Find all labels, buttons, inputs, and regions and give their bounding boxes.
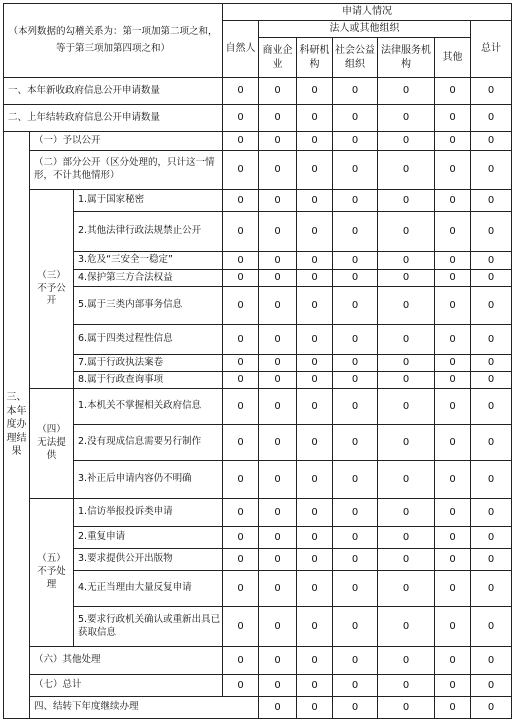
value-cell: 0 bbox=[471, 190, 512, 212]
value-cell: 0 bbox=[435, 527, 471, 549]
value-cell: 0 bbox=[333, 270, 378, 287]
value-cell: 0 bbox=[223, 325, 259, 355]
value-cell: 0 bbox=[435, 607, 471, 647]
group-label: （四）无法提供 bbox=[30, 389, 74, 499]
value-cell: 0 bbox=[223, 105, 259, 132]
header-commercial: 商业企业 bbox=[259, 38, 297, 78]
header-total: 总计 bbox=[471, 21, 512, 78]
value-cell: 0 bbox=[333, 105, 378, 132]
value-cell: 0 bbox=[471, 549, 512, 571]
value-cell: 0 bbox=[333, 607, 378, 647]
value-cell: 0 bbox=[259, 499, 297, 527]
value-cell: 0 bbox=[297, 461, 333, 499]
value-cell: 0 bbox=[259, 270, 297, 287]
table-row bbox=[4, 132, 512, 151]
table-row bbox=[4, 549, 512, 571]
row-label: 1.信访举报投诉类申请 bbox=[74, 499, 223, 527]
row-label: 二、上年结转政府信息公开申请数量 bbox=[4, 105, 223, 132]
value-cell: 0 bbox=[297, 607, 333, 647]
value-cell: 0 bbox=[378, 287, 435, 325]
value-cell: 0 bbox=[333, 355, 378, 372]
value-cell: 0 bbox=[378, 461, 435, 499]
group-label: （三）不予公开 bbox=[30, 190, 74, 389]
header-social: 社会公益组织 bbox=[333, 38, 378, 78]
value-cell: 0 bbox=[435, 461, 471, 499]
value-cell: 0 bbox=[223, 527, 259, 549]
value-cell: 0 bbox=[259, 372, 297, 389]
row-label: （一）予以公开 bbox=[30, 132, 223, 151]
header-natural-person: 自然人 bbox=[223, 21, 259, 78]
value-cell: 0 bbox=[297, 190, 333, 212]
value-cell: 0 bbox=[259, 607, 297, 647]
value-cell: 0 bbox=[223, 190, 259, 212]
table-row bbox=[4, 151, 512, 190]
table-row bbox=[4, 212, 512, 252]
value-cell: 0 bbox=[435, 212, 471, 252]
value-cell: 0 bbox=[435, 499, 471, 527]
value-cell: 0 bbox=[435, 252, 471, 270]
value-cell: 0 bbox=[297, 270, 333, 287]
row-label: 4.保护第三方合法权益 bbox=[74, 270, 223, 287]
value-cell: 0 bbox=[435, 151, 471, 190]
value-cell: 0 bbox=[223, 372, 259, 389]
value-cell: 0 bbox=[259, 425, 297, 461]
table-row bbox=[4, 461, 512, 499]
value-cell: 0 bbox=[378, 527, 435, 549]
table-row bbox=[4, 607, 512, 647]
value-cell: 0 bbox=[333, 549, 378, 571]
value-cell: 0 bbox=[435, 647, 471, 675]
value-cell: 0 bbox=[223, 151, 259, 190]
value-cell: 0 bbox=[333, 499, 378, 527]
value-cell: 0 bbox=[333, 372, 378, 389]
value-cell: 0 bbox=[333, 78, 378, 105]
value-cell: 0 bbox=[333, 675, 378, 697]
value-cell: 0 bbox=[259, 252, 297, 270]
value-cell: 0 bbox=[259, 287, 297, 325]
value-cell: 0 bbox=[259, 697, 297, 719]
value-cell: 0 bbox=[333, 461, 378, 499]
row-label: 1.本机关不掌握相关政府信息 bbox=[74, 389, 223, 425]
value-cell: 0 bbox=[333, 425, 378, 461]
value-cell: 0 bbox=[223, 607, 259, 647]
row-label: 2.其他法律行政法规禁止公开 bbox=[74, 212, 223, 252]
table-row bbox=[4, 372, 512, 389]
row-label: 8.属于行政查询事项 bbox=[74, 372, 223, 389]
value-cell: 0 bbox=[378, 372, 435, 389]
value-cell: 0 bbox=[435, 325, 471, 355]
value-cell: 0 bbox=[259, 571, 297, 607]
value-cell: 0 bbox=[333, 647, 378, 675]
application-statistics-table bbox=[3, 3, 512, 719]
value-cell: 0 bbox=[223, 355, 259, 372]
value-cell: 0 bbox=[297, 675, 333, 697]
value-cell: 0 bbox=[297, 647, 333, 675]
value-cell: 0 bbox=[333, 252, 378, 270]
row-label: 6.属于四类过程性信息 bbox=[74, 325, 223, 355]
value-cell: 0 bbox=[333, 287, 378, 325]
value-cell: 0 bbox=[223, 389, 259, 425]
value-cell: 0 bbox=[471, 389, 512, 425]
value-cell: 0 bbox=[378, 212, 435, 252]
value-cell: 0 bbox=[297, 355, 333, 372]
value-cell: 0 bbox=[297, 425, 333, 461]
header-research: 科研机构 bbox=[297, 38, 333, 78]
value-cell: 0 bbox=[297, 252, 333, 270]
value-cell: 0 bbox=[471, 212, 512, 252]
value-cell: 0 bbox=[297, 132, 333, 151]
value-cell: 0 bbox=[435, 132, 471, 151]
value-cell: 0 bbox=[297, 527, 333, 549]
section-three-label: 三、本年度办理结果 bbox=[4, 132, 30, 719]
value-cell: 0 bbox=[223, 499, 259, 527]
value-cell: 0 bbox=[259, 78, 297, 105]
value-cell: 0 bbox=[378, 190, 435, 212]
value-cell: 0 bbox=[435, 287, 471, 325]
row-label: 5.要求行政机关确认或重新出具已获取信息 bbox=[74, 607, 223, 647]
row-label: 4.无正当理由大量反复申请 bbox=[74, 571, 223, 607]
table-row bbox=[4, 389, 512, 425]
table-row bbox=[4, 105, 512, 132]
value-cell: 0 bbox=[259, 151, 297, 190]
value-cell: 0 bbox=[259, 132, 297, 151]
row-label: （七）总计 bbox=[30, 675, 223, 697]
value-cell: 0 bbox=[435, 425, 471, 461]
table-row bbox=[4, 697, 512, 719]
row-label: 2.没有现成信息需要另行制作 bbox=[74, 425, 223, 461]
value-cell: 0 bbox=[223, 461, 259, 499]
value-cell: 0 bbox=[333, 212, 378, 252]
value-cell: 0 bbox=[471, 372, 512, 389]
table-row bbox=[4, 675, 512, 697]
value-cell: 0 bbox=[297, 571, 333, 607]
row-label: （六）其他处理 bbox=[30, 647, 223, 675]
value-cell: 0 bbox=[378, 389, 435, 425]
value-cell: 0 bbox=[471, 675, 512, 697]
table-row bbox=[4, 325, 512, 355]
value-cell: 0 bbox=[297, 549, 333, 571]
value-cell: 0 bbox=[223, 287, 259, 325]
header-other: 其他 bbox=[435, 38, 471, 78]
table-row bbox=[4, 647, 512, 675]
value-cell: 0 bbox=[378, 499, 435, 527]
value-cell: 0 bbox=[378, 647, 435, 675]
value-cell: 0 bbox=[378, 571, 435, 607]
value-cell: 0 bbox=[259, 549, 297, 571]
value-cell: 0 bbox=[333, 151, 378, 190]
value-cell: 0 bbox=[259, 105, 297, 132]
value-cell: 0 bbox=[333, 697, 378, 719]
value-cell: 0 bbox=[435, 105, 471, 132]
value-cell: 0 bbox=[333, 190, 378, 212]
value-cell: 0 bbox=[435, 675, 471, 697]
value-cell: 0 bbox=[259, 190, 297, 212]
value-cell: 0 bbox=[471, 499, 512, 527]
value-cell: 0 bbox=[378, 697, 435, 719]
value-cell: 0 bbox=[378, 607, 435, 647]
value-cell: 0 bbox=[223, 425, 259, 461]
value-cell: 0 bbox=[297, 697, 333, 719]
value-cell: 0 bbox=[223, 675, 259, 697]
value-cell: 0 bbox=[223, 78, 259, 105]
header-applicant: 申请人情况 bbox=[223, 4, 512, 21]
value-cell: 0 bbox=[378, 355, 435, 372]
value-cell: 0 bbox=[259, 647, 297, 675]
value-cell: 0 bbox=[297, 389, 333, 425]
value-cell: 0 bbox=[378, 425, 435, 461]
value-cell: 0 bbox=[259, 461, 297, 499]
group-label: （五）不予处理 bbox=[30, 499, 74, 647]
value-cell: 0 bbox=[471, 461, 512, 499]
value-cell: 0 bbox=[378, 105, 435, 132]
value-cell: 0 bbox=[297, 151, 333, 190]
value-cell: 0 bbox=[333, 389, 378, 425]
value-cell: 0 bbox=[333, 132, 378, 151]
table-row bbox=[4, 425, 512, 461]
value-cell: 0 bbox=[378, 132, 435, 151]
value-cell: 0 bbox=[435, 372, 471, 389]
value-cell: 0 bbox=[471, 287, 512, 325]
value-cell: 0 bbox=[471, 647, 512, 675]
row-label: 3.要求提供公开出版物 bbox=[74, 549, 223, 571]
table-row bbox=[4, 287, 512, 325]
value-cell: 0 bbox=[435, 355, 471, 372]
value-cell: 0 bbox=[223, 647, 259, 675]
value-cell: 0 bbox=[378, 78, 435, 105]
value-cell: 0 bbox=[471, 697, 512, 719]
value-cell: 0 bbox=[435, 190, 471, 212]
value-cell: 0 bbox=[471, 425, 512, 461]
value-cell: 0 bbox=[378, 325, 435, 355]
value-cell: 0 bbox=[259, 675, 297, 697]
value-cell: 0 bbox=[297, 78, 333, 105]
value-cell: 0 bbox=[435, 571, 471, 607]
value-cell: 0 bbox=[435, 270, 471, 287]
value-cell: 0 bbox=[471, 132, 512, 151]
value-cell: 0 bbox=[333, 527, 378, 549]
value-cell: 0 bbox=[471, 252, 512, 270]
value-cell: 0 bbox=[471, 270, 512, 287]
value-cell: 0 bbox=[259, 527, 297, 549]
value-cell: 0 bbox=[471, 571, 512, 607]
value-cell: 0 bbox=[471, 527, 512, 549]
table-row bbox=[4, 355, 512, 372]
table-note: （本列数据的勾稽关系为：第一项加第二项之和，等于第三项加第四项之和） bbox=[4, 4, 223, 78]
table-row bbox=[4, 78, 512, 105]
value-cell: 0 bbox=[378, 252, 435, 270]
value-cell: 0 bbox=[435, 697, 471, 719]
value-cell: 0 bbox=[223, 549, 259, 571]
row-label: 2.重复申请 bbox=[74, 527, 223, 549]
value-cell: 0 bbox=[471, 78, 512, 105]
row-label: 1.属于国家秘密 bbox=[74, 190, 223, 212]
value-cell: 0 bbox=[223, 252, 259, 270]
value-cell: 0 bbox=[297, 499, 333, 527]
value-cell: 0 bbox=[259, 212, 297, 252]
value-cell: 0 bbox=[223, 571, 259, 607]
value-cell: 0 bbox=[223, 270, 259, 287]
value-cell: 0 bbox=[471, 151, 512, 190]
table-row bbox=[4, 499, 512, 527]
header-legal-group: 法人或其他组织 bbox=[259, 21, 471, 38]
value-cell: 0 bbox=[435, 389, 471, 425]
table-row bbox=[4, 252, 512, 270]
value-cell: 0 bbox=[223, 132, 259, 151]
table-row bbox=[4, 527, 512, 549]
value-cell: 0 bbox=[297, 325, 333, 355]
row-label: 7.属于行政执法案卷 bbox=[74, 355, 223, 372]
row-label: （二）部分公开（区分处理的，只计这一情形，不计其他情形） bbox=[30, 151, 223, 190]
value-cell: 0 bbox=[435, 78, 471, 105]
row-label: 四、结转下年度继续办理 bbox=[30, 697, 259, 719]
row-label: 一、本年新收政府信息公开申请数量 bbox=[4, 78, 223, 105]
table-row bbox=[4, 270, 512, 287]
value-cell: 0 bbox=[378, 675, 435, 697]
value-cell: 0 bbox=[333, 325, 378, 355]
value-cell: 0 bbox=[259, 355, 297, 372]
value-cell: 0 bbox=[378, 270, 435, 287]
value-cell: 0 bbox=[471, 105, 512, 132]
value-cell: 0 bbox=[435, 549, 471, 571]
header-legal-service: 法律服务机构 bbox=[378, 38, 435, 78]
value-cell: 0 bbox=[471, 355, 512, 372]
row-label: 3.危及“三安全一稳定” bbox=[74, 252, 223, 270]
value-cell: 0 bbox=[297, 105, 333, 132]
value-cell: 0 bbox=[259, 325, 297, 355]
value-cell: 0 bbox=[297, 287, 333, 325]
row-label: 5.属于三类内部事务信息 bbox=[74, 287, 223, 325]
value-cell: 0 bbox=[378, 151, 435, 190]
value-cell: 0 bbox=[297, 372, 333, 389]
value-cell: 0 bbox=[223, 212, 259, 252]
value-cell: 0 bbox=[378, 549, 435, 571]
row-label: 3.补正后申请内容仍不明确 bbox=[74, 461, 223, 499]
value-cell: 0 bbox=[333, 571, 378, 607]
value-cell: 0 bbox=[259, 389, 297, 425]
value-cell: 0 bbox=[471, 325, 512, 355]
table-row bbox=[4, 571, 512, 607]
table-row bbox=[4, 190, 512, 212]
value-cell: 0 bbox=[471, 607, 512, 647]
value-cell: 0 bbox=[297, 212, 333, 252]
